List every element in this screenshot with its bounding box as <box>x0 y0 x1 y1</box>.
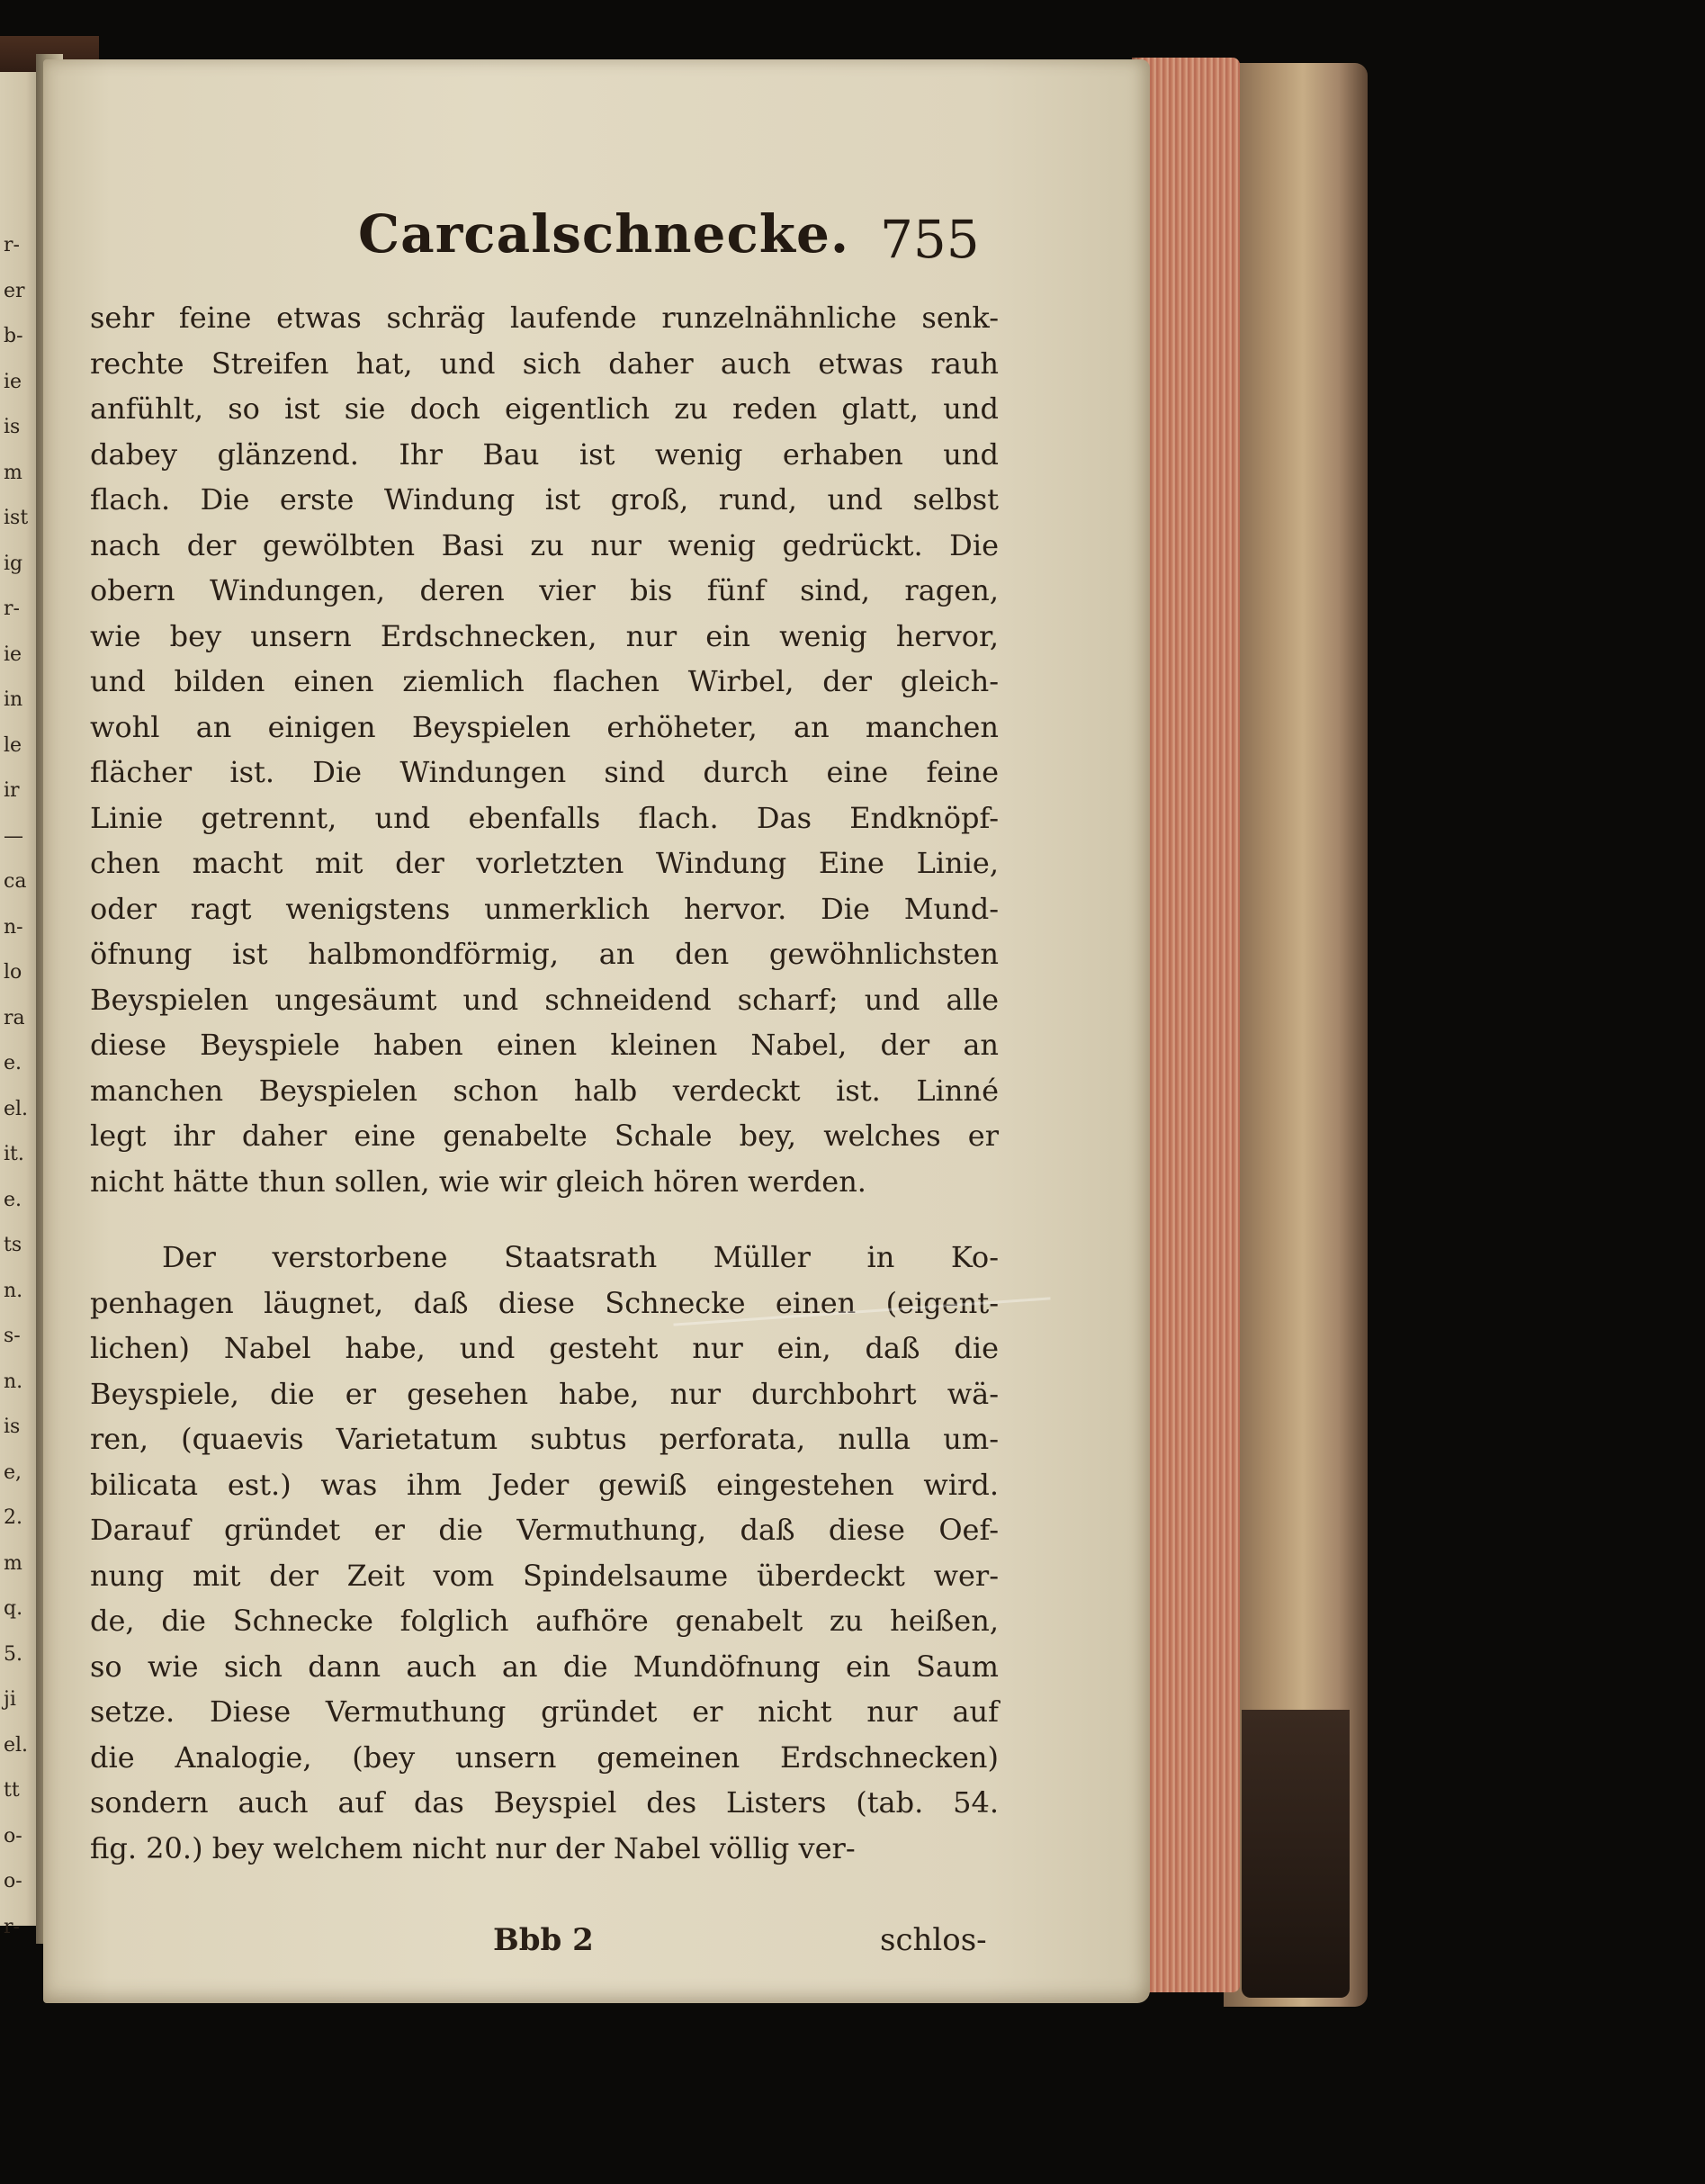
text-line: Beyspielen ungesäumt und schneidend scharf; und alle <box>90 982 999 1017</box>
text-line: wohl an einigen Beyspielen erhöheter, an manchen <box>90 709 999 744</box>
text-line: wie bey unsern Erdschnecken, nur ein wenig hervor, <box>90 618 999 653</box>
paragraph-2 <box>90 1235 999 1871</box>
left-page-fragment: 5. <box>4 1642 22 1666</box>
text-line: penhagen läugnet, daß diese Schnecke einen (eigent- <box>90 1285 999 1320</box>
running-title: Carcalschnecke. <box>358 203 850 265</box>
text-line: die Analogie, (bey unsern gemeinen Erdschnecken) <box>90 1739 999 1775</box>
page-number: 755 <box>880 209 980 270</box>
left-page-fragment: s- <box>4 1325 21 1347</box>
text-line: dabey glänzend. Ihr Bau ist wenig erhaben und <box>90 436 999 472</box>
signature-mark: Bbb 2 <box>493 1922 594 1958</box>
left-page-fragment: le <box>4 733 22 757</box>
left-page-fragment: el. <box>4 1733 29 1757</box>
left-page-fragment: is <box>4 1416 21 1438</box>
body-text <box>90 295 999 1871</box>
text-line: lichen) Nabel habe, und gesteht nur ein, daß die <box>90 1331 999 1365</box>
left-page-fragment: er <box>4 279 25 302</box>
left-page-fragment: ie <box>4 370 22 393</box>
text-line: nung mit der Zeit vom Spindelsaume überdeckt wer- <box>90 1558 999 1593</box>
left-page-fragment: 2. <box>4 1506 22 1529</box>
left-page-fragment: ts <box>4 1234 22 1256</box>
left-page-fragment: e. <box>4 1052 22 1074</box>
left-page-fragment: it. <box>4 1143 24 1165</box>
text-line: so wie sich dann auch an die Mundöfnung ein Saum <box>90 1649 999 1684</box>
text-line: Linie getrennt, und ebenfalls flach. Das Endknöpf- <box>90 800 999 835</box>
left-page-fragment: r- <box>4 1915 20 1938</box>
paragraph-1 <box>90 295 999 1204</box>
left-page-fragment: n. <box>4 1279 23 1302</box>
text-line: flächer ist. Die Windungen sind durch eine feine <box>90 755 999 789</box>
text-line: setze. Diese Vermuthung gründet er nicht nur auf <box>90 1694 999 1729</box>
text-line: legt ihr daher eine genabelte Schale bey, welches er <box>90 1119 999 1153</box>
left-page-fragment: r- <box>4 598 20 620</box>
text-line: nicht hätte thun sollen, wie wir gleich hören werden. <box>90 1164 866 1199</box>
text-line: sehr feine etwas schräg laufende runzelnähnliche senk- <box>90 301 999 335</box>
left-page-fragment: ir <box>4 779 20 802</box>
page-header <box>43 203 1150 275</box>
left-page-fragment: ca <box>4 870 27 893</box>
text-line: manchen Beyspielen schon halb verdeckt ist. Linné <box>90 1073 999 1108</box>
back-cover-shadow <box>1242 1710 1350 1998</box>
left-page-fragment: ra <box>4 1006 25 1029</box>
text-line: rechte Streifen hat, und sich daher auch etwas rauh <box>90 346 999 381</box>
paragraph-gap <box>90 1204 999 1235</box>
left-page-fragment: n- <box>4 915 23 939</box>
text-line: obern Windungen, deren vier bis fünf sind, ragen, <box>90 573 999 607</box>
text-line: bilicata est.) was ihm Jeder gewiß eingestehen wird. <box>90 1467 999 1502</box>
text-line: öfnung ist halbmondförmig, an den gewöhnlichsten <box>90 937 999 971</box>
text-line: de, die Schnecke folglich aufhöre genabelt zu heißen, <box>90 1604 999 1638</box>
text-line: und bilden einen ziemlich flachen Wirbel, der gleich- <box>90 664 999 698</box>
text-line: anfühlt, so ist sie doch eigentlich zu reden glatt, und <box>90 391 999 426</box>
text-line: flach. Die erste Windung ist groß, rund, und selbst <box>90 482 999 517</box>
left-page-fragment: m <box>4 1551 22 1575</box>
left-page-fragment: b- <box>4 325 23 347</box>
catchword: schlos- <box>880 1922 987 1958</box>
left-page-fragment: lo <box>4 961 22 984</box>
left-page-fragment: q. <box>4 1597 23 1620</box>
text-line: oder ragt wenigstens unmerklich hervor. Die Mund- <box>90 891 999 926</box>
text-line: nach der gewölbten Basi zu nur wenig gedrückt. Die <box>90 527 999 562</box>
text-line: Der verstorbene Staatsrath Müller in Ko- <box>162 1240 999 1274</box>
left-page-fragment: e. <box>4 1188 22 1211</box>
left-page-fragment: ist <box>4 507 29 529</box>
text-line: diese Beyspiele haben einen kleinen Nabel, der an <box>90 1028 999 1062</box>
text-line: sondern auch auf das Beyspiel des Listers (tab. 54. <box>90 1785 999 1820</box>
left-page-fragment: in <box>4 688 23 711</box>
left-page-fragment: tt <box>4 1779 20 1802</box>
left-page-fragment: n. <box>4 1370 23 1393</box>
text-line: chen macht mit der vorletzten Windung Eine Linie, <box>90 846 999 880</box>
left-page-fragment: ie <box>4 643 22 666</box>
left-page-fragment: m <box>4 461 22 484</box>
left-page-fragment: o- <box>4 1870 22 1892</box>
text-line: Beyspiele, die er gesehen habe, nur durchbohrt wä- <box>90 1376 999 1411</box>
left-page-fragment: is <box>4 416 21 438</box>
book-page <box>43 59 1150 2003</box>
left-page-fragment: r- <box>4 234 20 256</box>
text-line: ren, (quaevis Varietatum subtus perforata, nulla um- <box>90 1422 999 1456</box>
page-footer <box>43 1922 1150 1976</box>
left-page-fragment: el. <box>4 1097 29 1120</box>
left-page-fragment: ji <box>4 1688 16 1711</box>
text-line: Darauf gründet er die Vermuthung, daß diese Oef- <box>90 1513 999 1547</box>
left-page-fragment: ig <box>4 552 23 575</box>
left-page-fragment: o- <box>4 1824 22 1847</box>
left-page-fragment: e, <box>4 1460 22 1484</box>
left-page-fragment: — <box>4 824 23 848</box>
text-line: fig. 20.) bey welchem nicht nur der Nabel völlig ver- <box>90 1830 856 1865</box>
